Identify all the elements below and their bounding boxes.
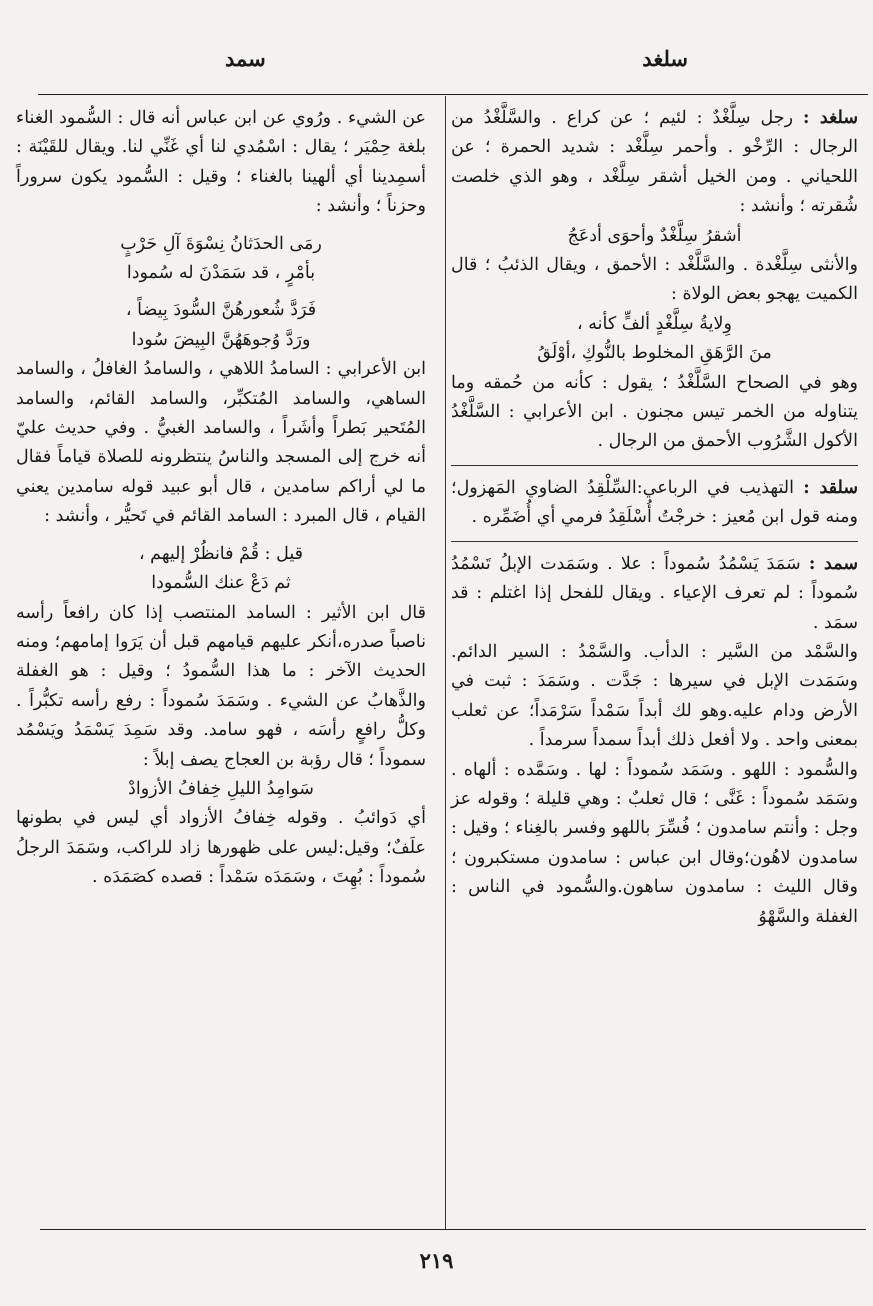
page-number: ٢١٩ <box>419 1248 454 1273</box>
verse-line: منَ الرَّهَقِ المخلوط بالنُّوكِ ،أوْلَقُ <box>537 343 772 364</box>
header-rule <box>38 94 868 95</box>
entry-separator <box>451 541 858 542</box>
verse-line: أشقرُ سِلَّغْدٌ وأحوَى أدعَجُ <box>567 225 742 246</box>
paragraph: ابن الأعرابي : السامدُ اللاهي ، والسامدُ الغافلُ ، والسامد الساهي، والسامد المُتكبِّر، والسامد القائم، والسامد المُتَحير بَطراً وأشَراً ، والسامد الغبيُّ . وفي حديث عليّ أنه خرج إلى المسجد والناسُ ينتظرونه للصلاة قياماً فقال ما لي أراكم سامدين ، قال أبو عبيد قوله سامدين يعني القيام ، قال المبرد : السامد القائم في تَحيُّر ، وأنشد : <box>16 359 426 527</box>
right-column <box>451 104 858 932</box>
paragraph: والسَّمْد من السَّير : الدأب. والسَّمْدُ : السير الدائم. وسَمَدت الإبل في سيرها : جَدَّت . وسَمَدَ : ثبت في الأرض ودام عليه.وهو لك أبداً سَمْداً سَرْمَداً؛ عن ثعلب بمعنى واحد . ولا أفعل ذلك أبداً سمداً سرمداً . <box>451 641 858 751</box>
verse-line: فَرَدَّ شُعورهُنَّ السُّودَ بِيضاً ، <box>125 300 317 321</box>
entry-separator <box>451 465 858 466</box>
footer-rule <box>40 1229 866 1230</box>
paragraph: والسُّمود : اللهو . وسَمَد سُموداً : لها . وسَمَّده : ألهاه . وسَمَد سُموداً : غَنَّى ؛ قال ثعلبٌ : وهي قليلة ؛ وقوله عز وجل : وأنتم سامدون ؛ فُسِّرَ باللهو وفسر بالغِناء ؛ وقيل : سامدون لاهُون؛وقال ابن عباس : سامدون مستكبرون ؛ وقال الليث : سامدون ساهون.والسُّمود في الناس : الغفلة والسَّهْوُ <box>451 759 858 927</box>
column-divider <box>445 96 446 1230</box>
entry-keyword: سمد : <box>808 553 858 574</box>
entry-text: رجل سِلَّغْدٌ : لئيم ؛ عن كراع . والسَّلَّغْدُ من الرجال : الرِّخْو . وأحمر سِلَّغْد : شديد الحمرة ؛ عن اللحياني . ومن الخيل أشقر سِلَّغْد ، وهو الذي خلصت شُقرته ؛ وأنشد : <box>451 108 858 217</box>
entry-text: سَمَدَ يَسْمُدُ سُموداً : علا . وسَمَدت الإبلُ تَسْمُدُ سُموداً : لم تعرف الإعياء . ويقال للفحل إذا اغتلم : قد سمَد . <box>451 553 858 633</box>
verse-line: رمَى الحدَثانُ نِسْوَةَ آلِ حَرْبٍ <box>120 233 322 254</box>
entry-text: والأنثى سِلَّغْدة . والسَّلَّغْد : الأحمق ، ويقال الذئبُ ؛ قال الكميت يهجو بعض الولاة : <box>451 255 858 305</box>
verse-line: ورَدَّ وُجوهَهُنَّ البِيضَ سُودا <box>131 329 311 350</box>
verse-line: بأمْرٍ ، قد سَمَدْنَ له سُمودا <box>126 263 316 284</box>
verse-line: قيل : قُمْ فانظُرْ إليهم ، <box>138 543 304 564</box>
paragraph: عن الشيء . ورُوي عن ابن عباس أنه قال : السُّمود الغناء بلغة حِمْيَر ؛ يقال : اسْمُدي لنا أي غَنِّي لنا. ويقال للقَيْنَة : أسمِدينا أي ألهينا بالغناء ؛ وقيل : السُّمود يكون سروراً وحزناً ؛ وأنشد : <box>16 108 426 217</box>
entry-text: التهذيب في الرباعي:السِّلْقِدُ الضاوي المَهزول؛ ومنه قول ابن مُعيز : خرجْتُ أُسْلَقِدُ فرمي أي أُضَمِّره . <box>451 477 858 528</box>
left-column <box>16 104 426 893</box>
running-header-left: سمد <box>225 46 266 71</box>
verse-line: وِلايةُ سِلَّغْدٍ ألفٍّ كأنه ، <box>577 313 732 334</box>
running-header-right: سلغد <box>642 46 688 71</box>
verse-line: سَوامِدُ الليلِ خِفافُ الأزوادْ <box>128 778 314 799</box>
entry-keyword: سلقد : <box>803 477 858 498</box>
entry-salqad <box>451 474 858 533</box>
verse-line: ثم دَعْ عنك السُّمودا <box>151 573 291 594</box>
entry-keyword: سلغد : <box>802 108 858 128</box>
paragraph: أي دَوائبُ . وقوله خِفافُ الأزواد أي ليس في بطونها علَفٌ؛ وقيل:ليس على ظهورها زاد للراكب، وسَمَدَ الرجلُ سُموداً : بُهِتَ ، وسَمَدَه سَمْداً : قصده كصَمَدَه . <box>16 808 426 888</box>
paragraph: قال ابن الأثير : السامد المنتصب إذا كان رافعاً رأسه ناصباً صدره،أنكر عليهم قيامهم قبل أن يَرَوا إمامهم؛ ومنه الحديث الآخر : ما هذا السُّمودُ ؛ وقيل : هو الغفلة والذَّهابُ عن الشيء . وسَمَدَ سُموداً : رفع رأسه تكبُّراً . وكلُّ رافعٍ رأسَه ، فهو سامد. وقد سَمِدَ يَسْمَدُ ويَسْمُد سموداً ؛ قال رؤبة بن العجاج يصف إبلاً : <box>16 602 426 770</box>
entry-salghad <box>451 104 858 222</box>
entry-samad <box>451 550 858 638</box>
entry-text: وهو في الصحاح السَّلَّغْدُ ؛ يقول : كأنه من حُمقه وما يتناوله من الخمر تيس مجنون . ابن الأعرابي : السَّلَّغْدُ الأكول الشَّرُوب الأحمق من الرجال . <box>451 372 858 452</box>
